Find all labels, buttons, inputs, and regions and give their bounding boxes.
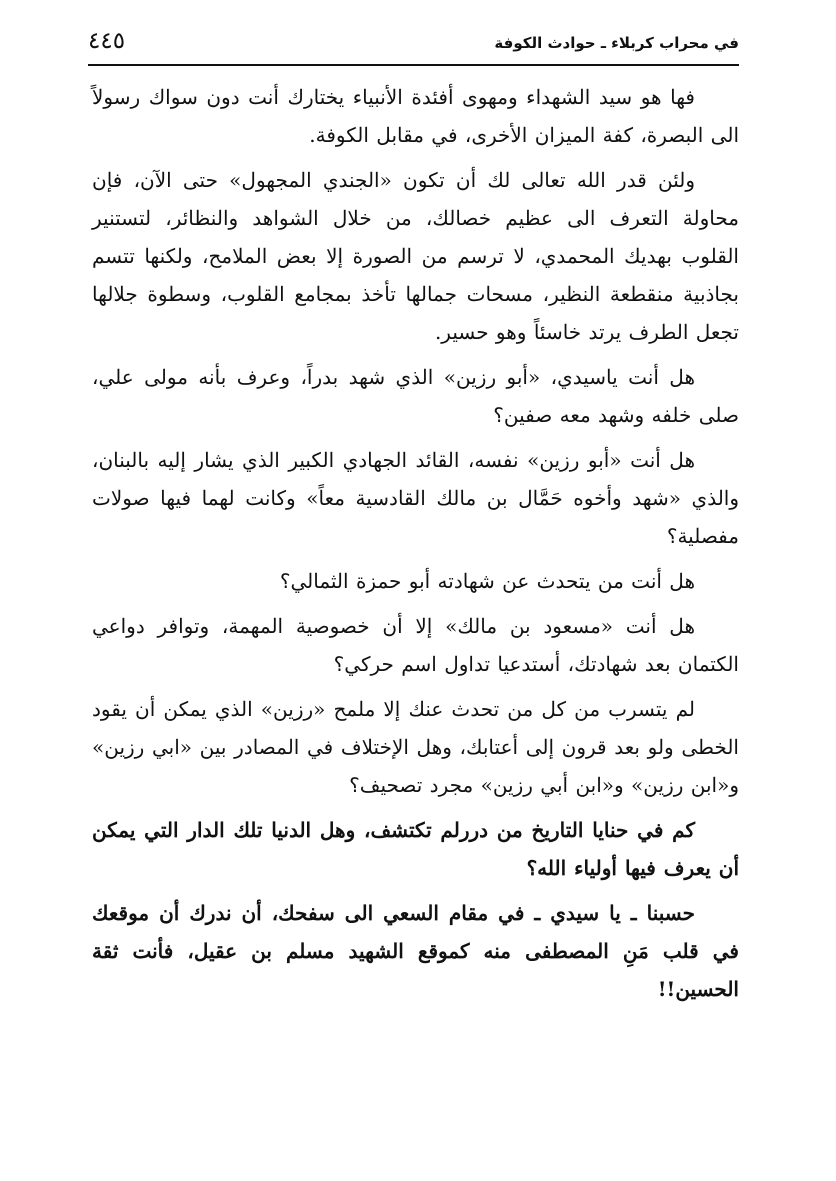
- paragraph-5: هل أنت من يتحدث عن شهادته أبو حمزة الثمالي؟: [279, 569, 695, 593]
- paragraph-1: فها هو سيد الشهداء ومهوى أفئدة الأنبياء يختارك أنت دون سواك رسولاً الى البصرة، كفة الميزان الأخرى، في مقابل الكوفة.: [92, 85, 739, 147]
- paragraph-3: هل أنت ياسيدي، «أبو رزين» الذي شهد بدراً، وعرف بأنه مولى علي، صلى خلفه وشهد معه صفين؟: [92, 365, 739, 427]
- paragraph-4: هل أنت «أبو رزين» نفسه، القائد الجهادي الكبير الذي يشار إليه بالبنان، والذي «شهد وأخوه حَمَّال بن مالك القادسية معاً» وكانت لهما فيها صولات مفصلية؟: [92, 448, 739, 548]
- running-title: في محراب كربلاء ـ حوادث الكوفة: [494, 34, 739, 52]
- body-text: [92, 78, 739, 1015]
- paragraph-6: هل أنت «مسعود بن مالك» إلا أن خصوصية المهمة، وتوافر دواعي الكتمان بعد شهادتك، أستدعيا تداول اسم حركي؟: [92, 614, 739, 676]
- paragraph-2: ولئن قدر الله تعالى لك أن تكون «الجندي المجهول» حتى الآن، فإن محاولة التعرف الى عظيم خصالك، من خلال الشواهد والنظائر، لتستنير القلوب بهديك المحمدي، لا ترسم من الصورة إلا بعض الملامح، ولكنها تتسم بجاذبية منقطعة النظير، مسحات جمالها تأخذ بمجامع القلوب، وسطوة جلالها تجعل الطرف يرتد خاسئاً وهو حسير.: [92, 168, 739, 344]
- page-number: ٤٤٥: [88, 28, 126, 54]
- paragraph-9: حسبنا ـ يا سيدي ـ في مقام السعي الى سفحك، أن ندرك أن موقعك في قلب مَنِ المصطفى منه كموقع الشهيد مسلم بن عقيل، فأنت ثقة الحسين!!: [92, 901, 739, 1001]
- paragraph-7: لم يتسرب من كل من تحدث عنك إلا ملمح «رزين» الذي يمكن أن يقود الخطى ولو بعد قرون إلى أعتابك، وهل الإختلاف في المصادر بين «ابي رزين» و«ابن رزين» و«ابن أبي رزين» مجرد تصحيف؟: [92, 697, 739, 797]
- running-header: [88, 30, 739, 66]
- paragraph-8: كم في حنايا التاريخ من دررلم تكتشف، وهل الدنيا تلك الدار التي يمكن أن يعرف فيها أولياء الله؟: [92, 818, 739, 880]
